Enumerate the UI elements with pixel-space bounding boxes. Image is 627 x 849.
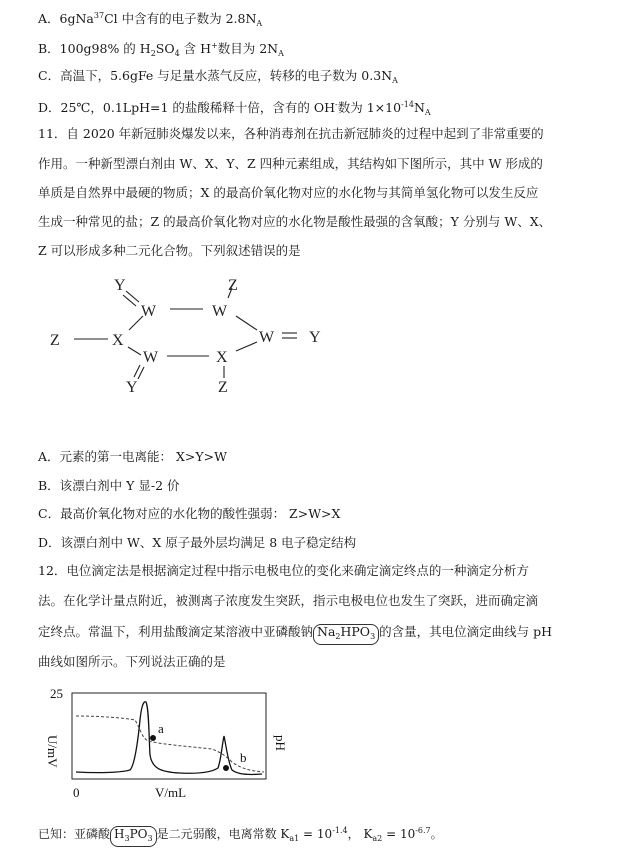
q11-stem-line-1: 11．自 2020 年新冠肺炎爆发以来，各种消毒剂在抗击新冠肺炎的过程中起到了非常重要的 bbox=[38, 126, 544, 141]
y-axis-right-label: pH bbox=[273, 735, 288, 751]
text: SO bbox=[155, 41, 175, 56]
q12-known-line bbox=[38, 823, 443, 847]
subscript: A bbox=[278, 49, 284, 58]
point-a-label: a bbox=[158, 721, 164, 736]
subscript: 2 bbox=[150, 49, 156, 58]
subscript: A bbox=[256, 19, 263, 28]
q12-stem-line-2: 法。在化学计量点附近，被测离子浓度发生突跃，指示电极电位也发生了突跃，进而确定滴 bbox=[38, 593, 539, 608]
point-b-label: b bbox=[240, 750, 247, 765]
superscript: + bbox=[211, 41, 218, 50]
atom-w-top-left: W bbox=[141, 303, 157, 320]
text: C．高温下，5.6gFe 与足量水蒸气反应，转移的电子数为 0.3N bbox=[38, 68, 393, 83]
text: 已知：亚磷酸 bbox=[38, 827, 111, 841]
q11-stem-line-5: Z 可以形成多种二元化合物。下列叙述错误的是 bbox=[38, 243, 301, 258]
q11-stem-line-2: 作用。一种新型漂白剂由 W、X、Y、Z 四种元素组成，其结构如下图所示，其中 W 形成的 bbox=[38, 156, 543, 171]
subscript: A bbox=[392, 76, 398, 85]
text: = 10 bbox=[382, 827, 416, 841]
text: HPO bbox=[340, 624, 371, 639]
subscript: 4 bbox=[174, 49, 180, 58]
q11-option-d: D．该漂白剂中 W、X 原子最外层均满足 8 电子稳定结构 bbox=[38, 535, 357, 550]
subscript: 3 bbox=[124, 834, 130, 843]
text: 定终点。常温下，利用盐酸滴定某溶液中亚磷酸钠 bbox=[38, 624, 314, 639]
text: N bbox=[413, 100, 425, 115]
atom-x-bottom: X bbox=[216, 349, 228, 366]
text: PO bbox=[129, 827, 148, 841]
atom-w-top-right: W bbox=[212, 303, 228, 320]
origin-label: 0 bbox=[73, 785, 80, 800]
q11-option-b: B．该漂白剂中 Y 显-2 价 bbox=[38, 478, 180, 493]
q12-stem-line-1: 12．电位滴定法是根据滴定过程中指示电极电位的变化来确定滴定终点的一种滴定分析方 bbox=[38, 563, 529, 578]
text: A．6gNa bbox=[38, 11, 94, 26]
superscript: - bbox=[335, 100, 338, 109]
subscript: A bbox=[424, 108, 431, 117]
text: 含 H bbox=[179, 41, 212, 56]
text: Na bbox=[317, 624, 336, 639]
text: ， K bbox=[347, 827, 373, 841]
atom-y-top: Y bbox=[114, 277, 126, 294]
x-axis-label: V/mL bbox=[155, 785, 187, 800]
text: = 10 bbox=[299, 827, 333, 841]
text: Cl 中含有的电子数为 2.8N bbox=[104, 11, 257, 26]
atom-z-top: Z bbox=[228, 277, 238, 294]
text: D．25℃，0.1LpH=1 的盐酸稀释十倍，含有的 OH bbox=[38, 100, 336, 115]
text: 数目为 2N bbox=[217, 41, 279, 56]
superscript: 37 bbox=[93, 11, 105, 20]
point-b bbox=[223, 765, 229, 771]
subscript: a1 bbox=[289, 834, 300, 843]
atom-w-right: W bbox=[259, 329, 275, 346]
text: 的含量，其电位滴定曲线与 pH bbox=[379, 624, 553, 639]
y-axis-left-label: U/mV bbox=[45, 735, 60, 768]
atom-y-right: Y bbox=[309, 329, 321, 346]
y-max-label: 25 bbox=[50, 686, 63, 701]
subscript: 3 bbox=[147, 834, 153, 843]
atom-w-bottom: W bbox=[143, 349, 159, 366]
q11-stem-line-3: 单质是自然界中最硬的物质；X 的最高价氧化物对应的水化物与其简单氢化物可以发生反应 bbox=[38, 185, 539, 200]
text: B．100g98% 的 H bbox=[38, 41, 151, 56]
formula-h3po3 bbox=[110, 826, 157, 847]
text: 数为 1×10 bbox=[337, 100, 402, 115]
q11-option-a: A．元素的第一电离能： X>Y>W bbox=[38, 449, 227, 464]
q11-option-c: C．最高价氧化物对应的水化物的酸性强弱： Z>W>X bbox=[38, 506, 341, 521]
subscript: 3 bbox=[370, 632, 376, 641]
subscript: a2 bbox=[372, 834, 383, 843]
atom-z-left: Z bbox=[50, 332, 60, 349]
atom-x-left: X bbox=[112, 332, 124, 349]
subscript: 2 bbox=[335, 632, 341, 641]
text: H bbox=[114, 827, 125, 841]
point-a bbox=[150, 735, 156, 741]
superscript: -1.4 bbox=[332, 826, 348, 835]
atom-z-bottom: Z bbox=[218, 379, 228, 396]
atom-y-bottom: Y bbox=[126, 379, 138, 396]
superscript: -14 bbox=[401, 100, 414, 109]
superscript: -6.7 bbox=[415, 826, 431, 835]
ph-curve bbox=[76, 716, 264, 772]
chart-frame bbox=[72, 693, 266, 779]
text: 。 bbox=[430, 827, 443, 841]
text: 是二元弱酸，电离常数 K bbox=[156, 827, 290, 841]
q11-stem-line-4: 生成一种常见的盐；Z 的最高价氧化物对应的水化物是酸性最强的含氧酸；Y 分别与 W、X、 bbox=[38, 214, 552, 229]
q12-stem-line-4: 曲线如图所示。下列说法正确的是 bbox=[38, 654, 226, 669]
